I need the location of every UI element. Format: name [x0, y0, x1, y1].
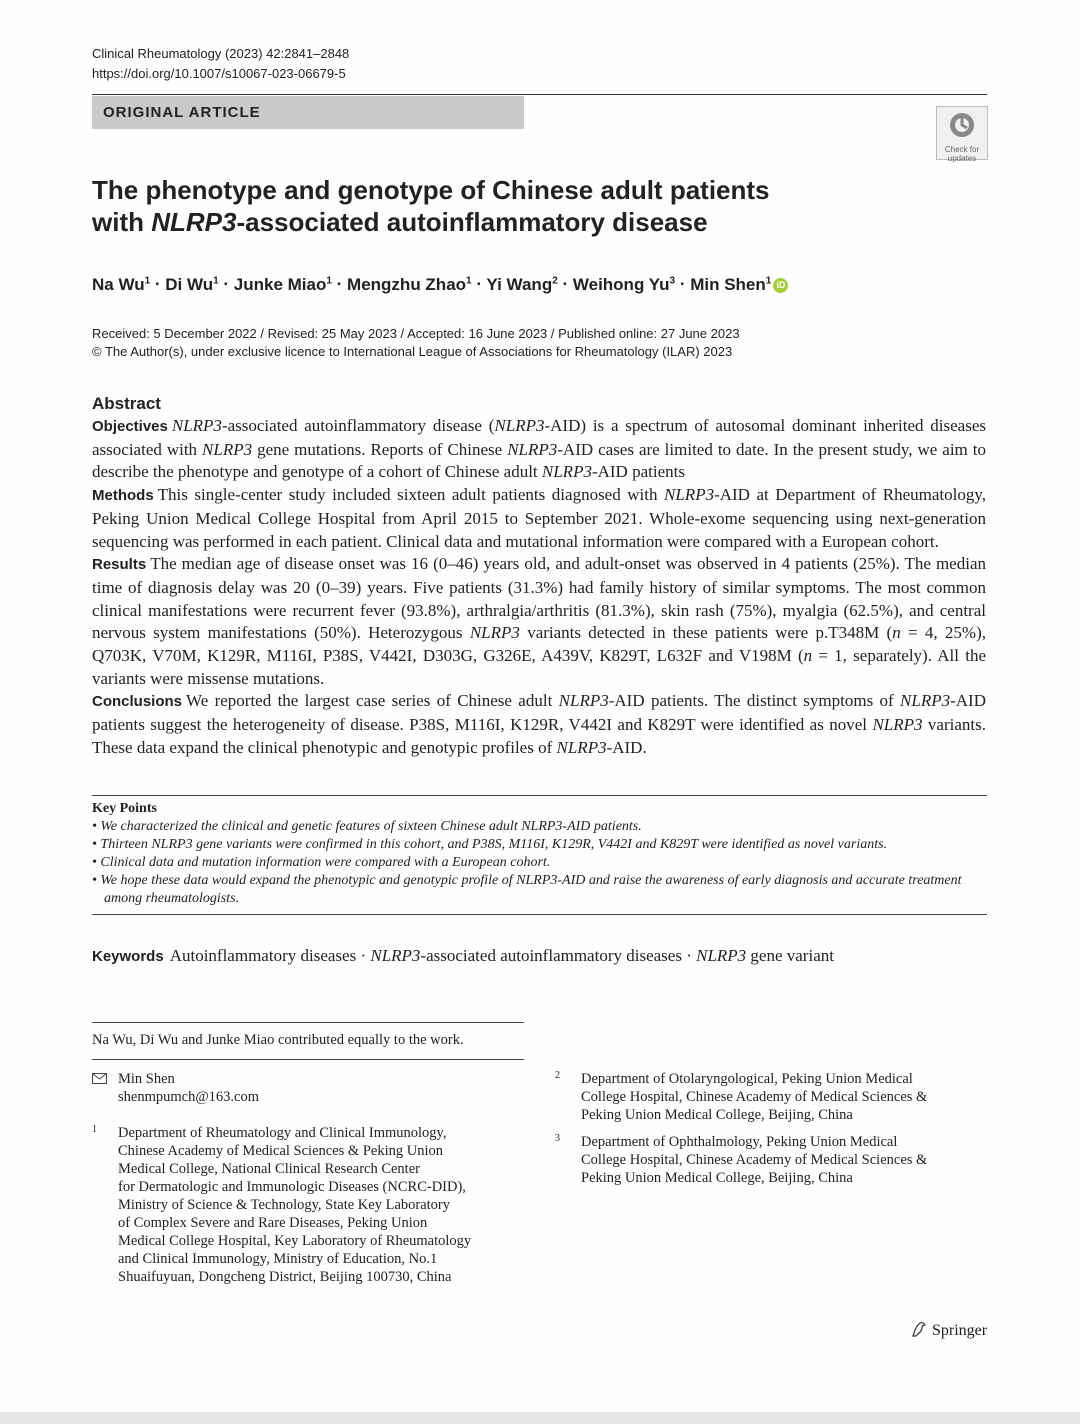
affiliation-3: 3 Department of Ophthalmology, Peking Union Medical College Hospital, Chinese Academy of Medical Sciences & Peking Union Medical College, Beijing, China [555, 1133, 928, 1186]
author[interactable]: Yi Wang$^2$ [486, 274, 558, 294]
abstract-methods: Methods This single-center study included sixteen adult patients diagnosed with NLRP3-AID at Department of Rheumatology, Peking Union Medical College Hospital from April 2015 to September 2021. Whole-exome sequencing using next-generation sequencing was performed in each patient. Clinical data and mutational information were compared with a European cohort. [92, 485, 986, 551]
abstract-results: Results The median age of disease onset was 16 (0–46) years old, and adult-onset was observed in 4 patients (25%). The median time of diagnosis delay was 20 (0–39) years. Five patients (31.3%) had family history of similar symptoms. The most common clinical manifestations were recurrent fever (93.8%), arthralgia/arthritis (81.3%), skin rash (75%), myalgia (62.5%), and central nervous system manifestations (50%). Heterozygous NLRP3 variants detected in these patients were p.T348M (n = 4, 25%), Q703K, V70M, K129R, M116I, P38S, V442I, D303G, G326E, A439V, K829T, L632F and V198M (n = 1, separately). All the variants were missense mutations. [92, 554, 986, 688]
keywords: Keywords Autoinflammatory diseases · NLRP3-associated autoinflammatory diseases · NLRP3 gene variant [92, 946, 834, 965]
article-dates [92, 325, 740, 361]
key-points-bottom-rule [92, 914, 987, 915]
title-line-2: with NLRP3-associated autoinflammatory disease [92, 207, 708, 237]
author[interactable]: Junke Miao$^1$ [233, 274, 332, 294]
key-points-heading: Key Points [92, 801, 157, 816]
orcid-icon[interactable]: iD [773, 278, 788, 293]
envelope-icon [92, 1073, 107, 1084]
key-point: • We hope these data would expand the phenotypic and genotypic profile of NLRP3-AID and raise the awareness of early diagnosis and accurate treatment among rheumatologists. [92, 873, 962, 906]
corresponding-name: Min Shen [118, 1071, 175, 1087]
author[interactable]: Na Wu$^1$ [92, 274, 151, 294]
corresponding-author [92, 1070, 259, 1106]
publisher-logo [910, 1320, 987, 1341]
key-point: • We characterized the clinical and genetic features of sixteen Chinese adult NLRP3-AID patients. [92, 819, 642, 834]
key-points-top-rule [92, 795, 987, 796]
springer-horse-icon [910, 1320, 928, 1338]
footnote-rule-2 [92, 1059, 524, 1060]
abstract-body [92, 415, 986, 760]
doi-link[interactable]: https://doi.org/10.1007/s10067-023-06679-5 [92, 66, 346, 81]
title-line-1: The phenotype and genotype of Chinese adult patients [92, 175, 770, 205]
keywords-label: Keywords [92, 948, 164, 965]
equal-contribution-note: Na Wu, Di Wu and Junke Miao contributed equally to the work. [92, 1032, 464, 1048]
corresponding-email[interactable]: shenmpumch@163.com [118, 1089, 260, 1105]
history-dates: Received: 5 December 2022 / Revised: 25 May 2023 / Accepted: 16 June 2023 / Published online: 27 June 2023 [92, 326, 740, 341]
abstract-objectives: Objectives NLRP3-associated autoinflammatory disease (NLRP3-AID) is a spectrum of autosomal dominant inherited diseases associated with NLRP3 gene mutations. Reports of Chinese NLRP3-AID cases are limited to date. In the present study, we aim to describe the phenotype and genotype of a cohort of Chinese adult NLRP3-AID patients [92, 416, 986, 482]
footnote-rule [92, 1022, 524, 1023]
publisher-name: Springer [932, 1322, 988, 1339]
article-title [92, 174, 892, 238]
abstract-conclusions: Conclusions We reported the largest case series of Chinese adult NLRP3-AID patients. The distinct symptoms of NLRP3-AID patients suggest the heterogeneity of disease. P38S, M116I, K129R, V442I and K829T were identified as novel NLRP3 variants. These data expand the clinical phenotypic and genotypic profiles of NLRP3-AID. [92, 691, 986, 757]
page-bottom-edge [0, 1412, 1080, 1424]
check-updates-label-1: Check for [944, 145, 980, 154]
author[interactable]: Weihong Yu$^3$ [572, 274, 676, 294]
affiliation-2: 2 Department of Otolaryngological, Peking Union Medical College Hospital, Chinese Academy of Medical Sciences & Peking Union Medical College, Beijing, China [555, 1070, 928, 1123]
copyright: © The Author(s), under exclusive licence to International League of Associations for Rheumatology (ILAR) 2023 [92, 344, 733, 359]
abstract-heading: Abstract [92, 394, 161, 413]
check-updates-icon [947, 110, 977, 140]
author[interactable]: Mengzhu Zhao$^1$ [347, 274, 472, 294]
key-points-box [92, 800, 986, 908]
check-updates-label-2: updates [947, 154, 977, 163]
key-point: • Thirteen NLRP3 gene variants were confirmed in this cohort, and P38S, M116I, K129R, V442I and K829T were identified as novel variants. [92, 837, 888, 852]
affiliation-1: 1 Department of Rheumatology and Clinical Immunology, Chinese Academy of Medical Sciences & Peking Union Medical College, National Clinical Research Center for Dermatologic and Immunologic Diseases (NCRC-DID), Ministry of Science & Technology, State Key Laboratory of Complex Severe and Rare Diseases, Peking Union Medical College Hospital, Key Laboratory of Rheumatology and Clinical Immunology, Ministry of Education, No.1 Shuaifuyuan, Dongcheng District, Beijing 100730, China [92, 1124, 472, 1285]
check-for-updates-button[interactable] [936, 106, 988, 163]
key-point: • Clinical data and mutation information were compared with a European cohort. [92, 855, 551, 870]
section-banner: ORIGINAL ARTICLE [92, 96, 524, 129]
journal-citation: Clinical Rheumatology (2023) 42:2841–2848 [92, 46, 350, 61]
author[interactable]: Di Wu$^1$ [165, 274, 219, 294]
author-list: Na $Wu^1 \cdot Di$ $Wu^1$ · Junke Miao$^1$ · Mengzhu Zhao$^1$ · Yi Wang$^2$ · Weihong $Yu^3$ · Min Shen$^1$ iD [92, 268, 788, 298]
journal-header [92, 44, 349, 84]
author[interactable]: Min Shen$^1$ [690, 274, 772, 294]
header-rule [92, 94, 987, 95]
